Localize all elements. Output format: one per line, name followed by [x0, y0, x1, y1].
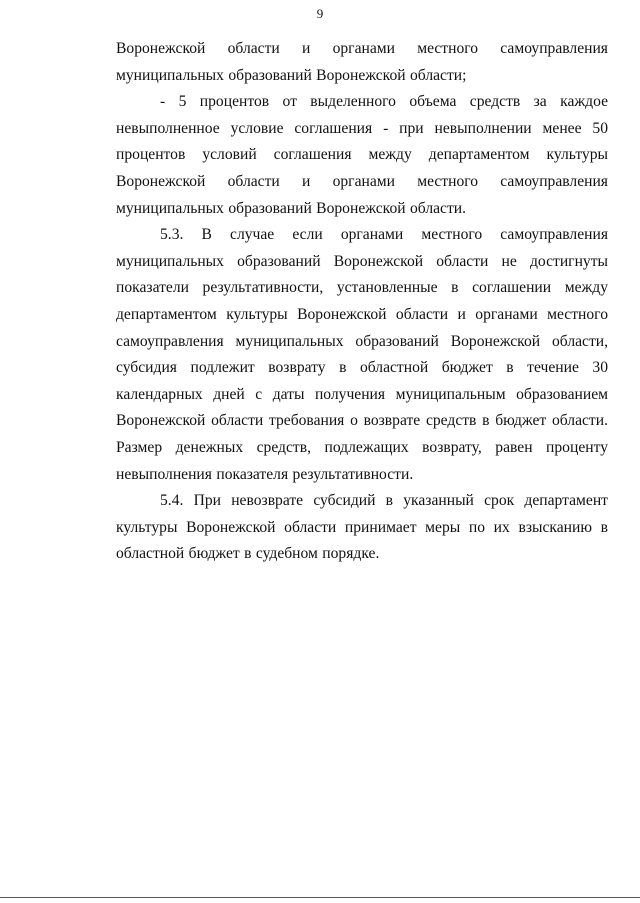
page-bottom-divider — [0, 897, 640, 898]
paragraph-clause-5-3: 5.3. В случае если органами местного самоуправления муниципальных образований Воронежской области не достигнуты показатели результативности, установленные в соглашении между департаментом культуры Воронежской области и органами местного самоуправления муниципальных образований Воронежской области, субсидия подлежит возврату в областной бюджет в течение 30 календарных дней с даты получения муниципальным образованием Воронежской области требования о возврате средств в бюджет области. Размер денежных средств, подлежащих возврату, равен проценту невыполнения показателя результативности. — [116, 226, 608, 483]
paragraph-five-percent: - 5 процентов от выделенного объема средств за каждое невыполненное условие соглашения - при невыполнении менее 50 процентов условий соглашения между департаментом культуры Воронежской области и органами местного самоуправления муниципальных образований Воронежской области. — [116, 93, 608, 217]
document-body — [116, 36, 608, 568]
paragraph-clause-5-4: 5.4. При невозврате субсидий в указанный срок департамент культуры Воронежской области принимает меры по их взысканию в областной бюджет в судебном порядке. — [116, 492, 608, 563]
page-number: 9 — [316, 6, 324, 21]
paragraph-continuation: Воронежской области и органами местного самоуправления муниципальных образований Воронежской области; — [116, 40, 608, 84]
